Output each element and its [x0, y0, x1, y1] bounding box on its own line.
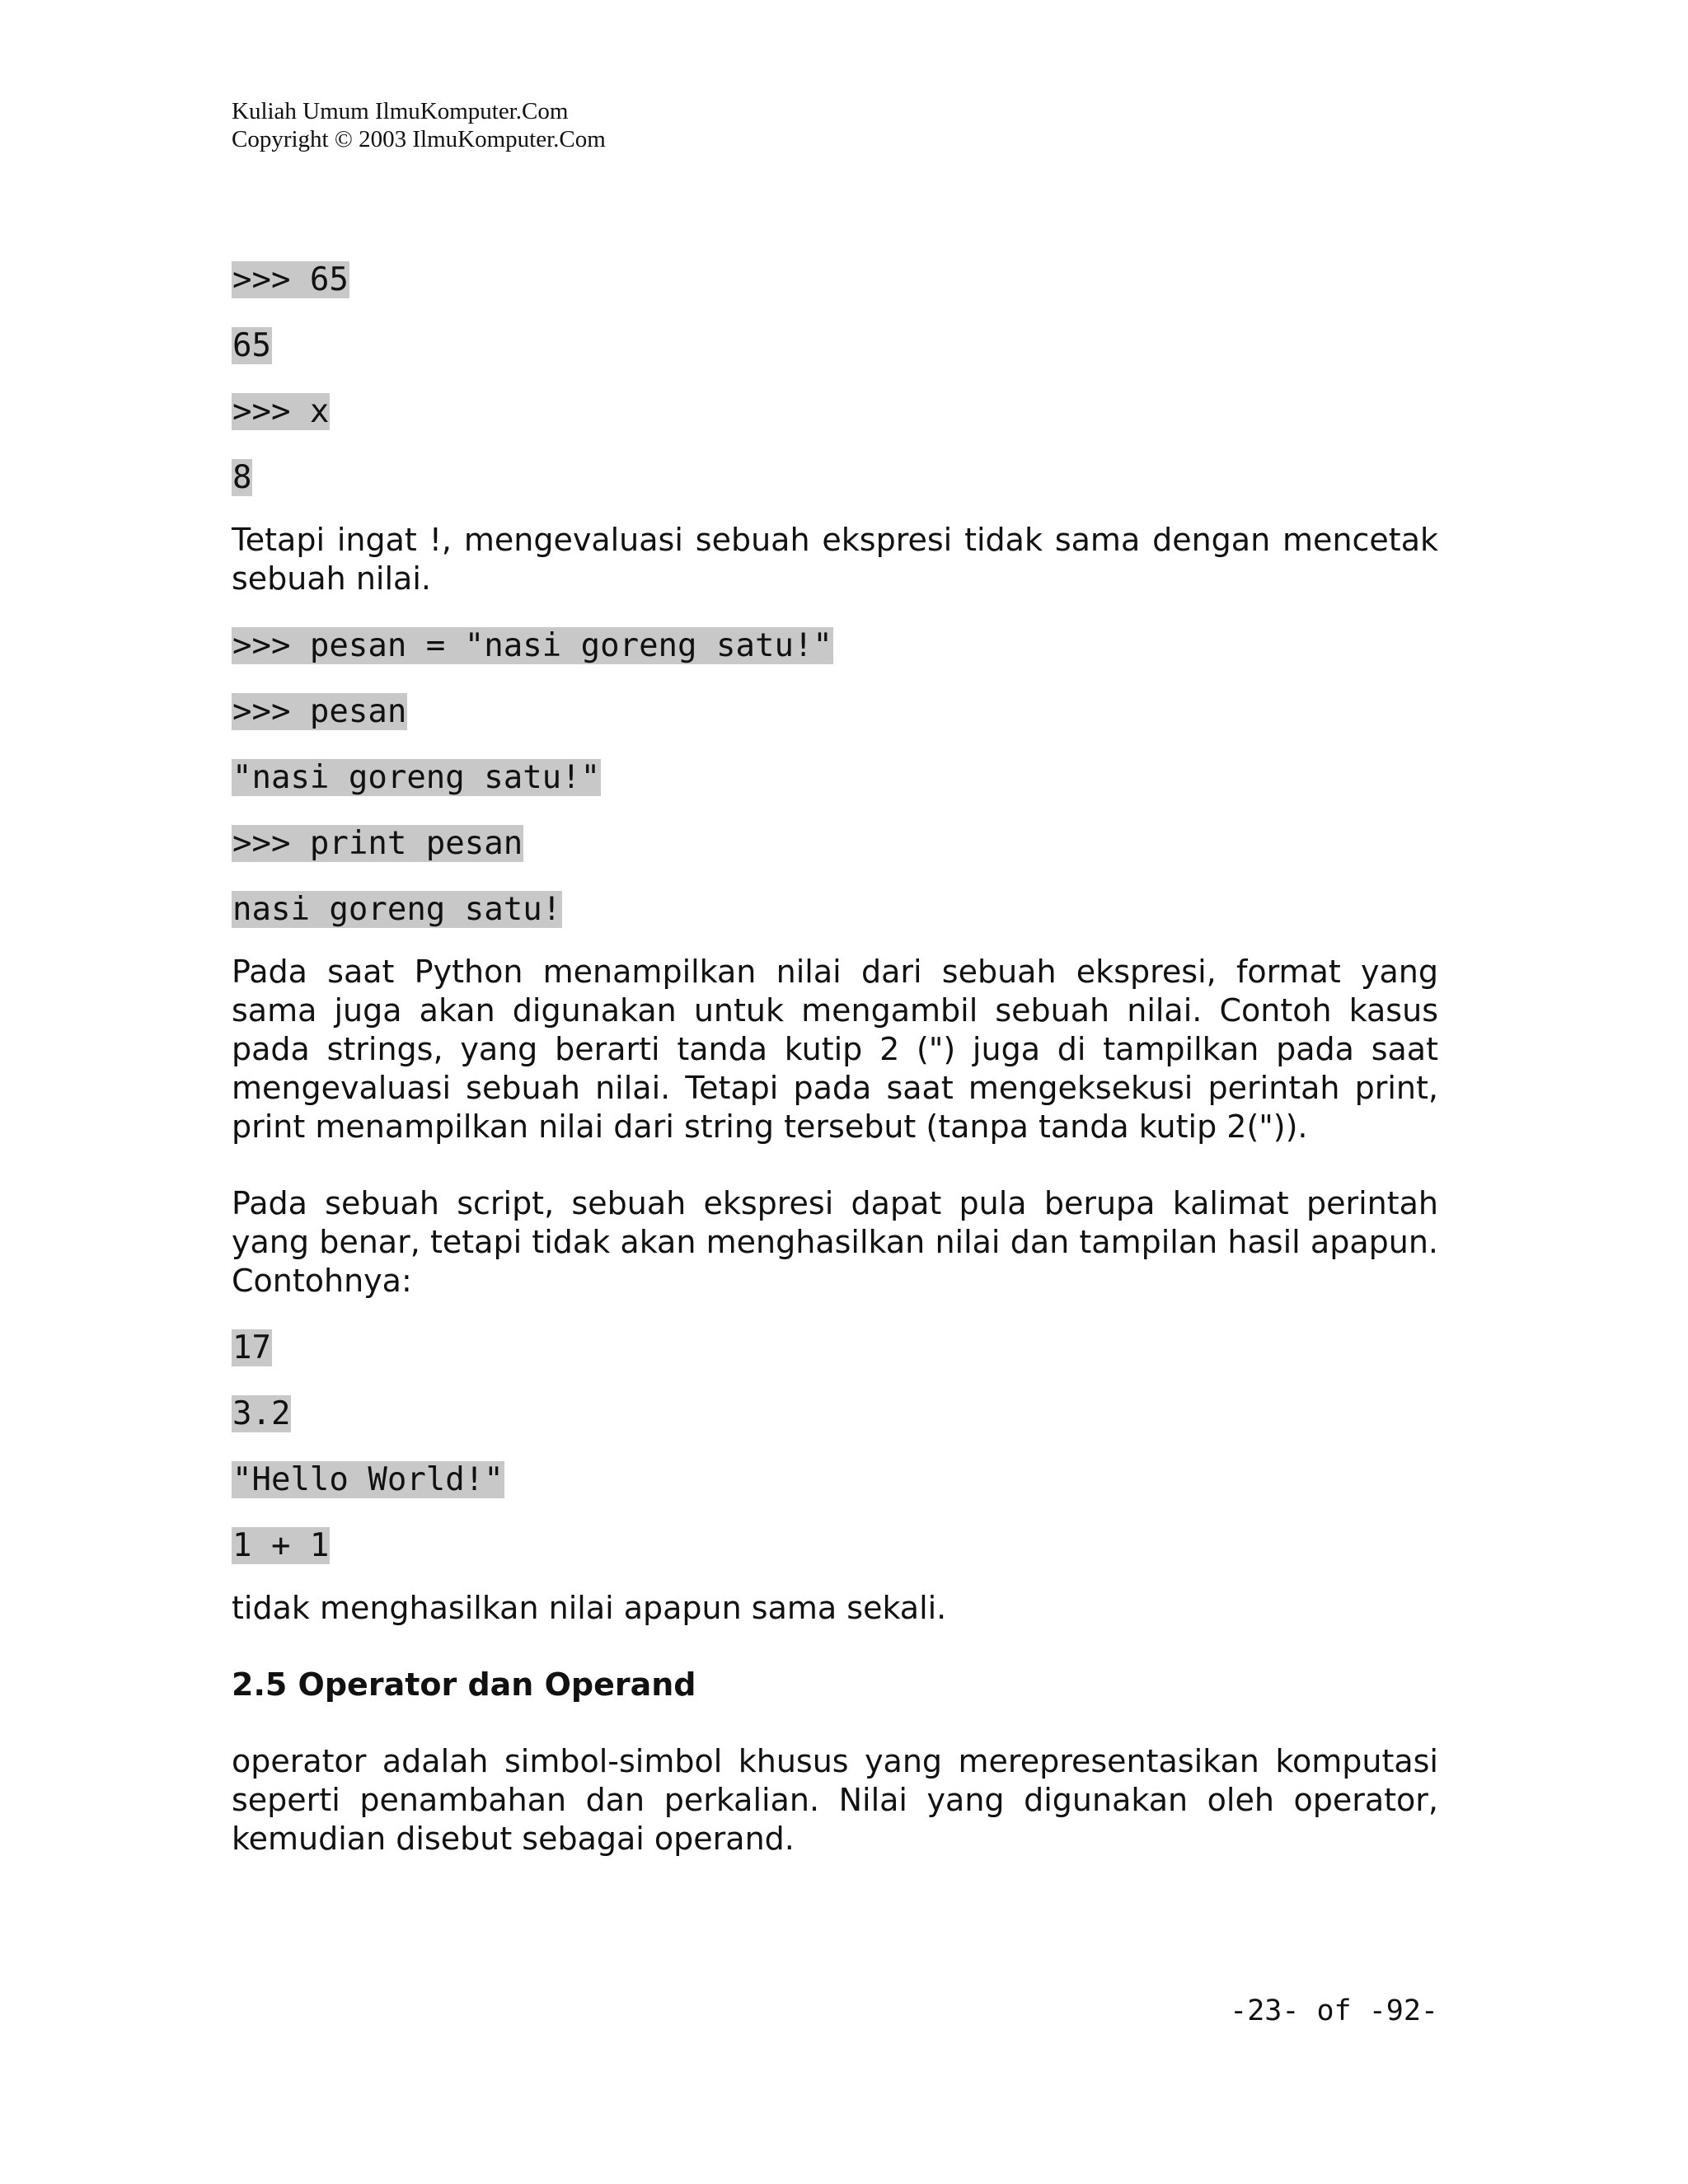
paragraph-script-expression: Pada sebuah script, sebuah ekspresi dapat pula berupa kalimat perintah yang benar, tetapi tidak akan menghasilkan nilai dan tampilan hasil apapun. Contohnya: — [232, 1185, 1438, 1299]
header-course-title: Kuliah Umum IlmuKomputer.Com — [232, 98, 569, 124]
code-line: >>> x — [232, 393, 330, 430]
paragraph-operator-definition: operator adalah simbol-simbol khusus yang merepresentasikan komputasi seperti penambahan dan perkalian. Nilai yang digunakan oleh operator, kemudian disebut sebagai operand. — [232, 1743, 1438, 1857]
code-line: >>> 65 — [232, 261, 349, 298]
code-line: 17 — [232, 1329, 271, 1366]
section-heading: 2.5 Operator dan Operand — [232, 1666, 696, 1703]
header-copyright: Copyright © 2003 IlmuKomputer.Com — [232, 126, 606, 152]
code-line: >>> pesan = "nasi goreng satu!" — [232, 627, 832, 664]
page-number: -23- of -92- — [1230, 1994, 1438, 2027]
paragraph-python-display-format: Pada saat Python menampilkan nilai dari sebuah ekspresi, format yang sama juga akan digunakan untuk mengambil sebuah nilai. Contoh kasus pada strings, yang berarti tanda kutip 2 (") juga di tampilkan pada saat mengevaluasi sebuah nilai. Tetapi pada saat mengeksekusi perintah print, print menampilkan nilai dari string tersebut (tanpa tanda kutip 2(")). — [232, 954, 1438, 1145]
code-line: >>> pesan — [232, 693, 407, 730]
code-line: 1 + 1 — [232, 1527, 330, 1564]
code-line: 65 — [232, 327, 271, 364]
code-line: nasi goreng satu! — [232, 891, 562, 928]
code-line: "nasi goreng satu!" — [232, 759, 601, 796]
code-line: "Hello World!" — [232, 1461, 504, 1498]
page-header — [232, 97, 606, 153]
code-line: 3.2 — [232, 1395, 291, 1432]
paragraph-evaluate-vs-print: Tetapi ingat !, mengevaluasi sebuah ekspresi tidak sama dengan mencetak sebuah nilai. — [232, 522, 1438, 597]
page-content — [232, 262, 1438, 1858]
code-line: 8 — [232, 459, 252, 496]
code-line: >>> print pesan — [232, 825, 523, 862]
paragraph-no-result: tidak menghasilkan nilai apapun sama sekali. — [232, 1590, 947, 1626]
